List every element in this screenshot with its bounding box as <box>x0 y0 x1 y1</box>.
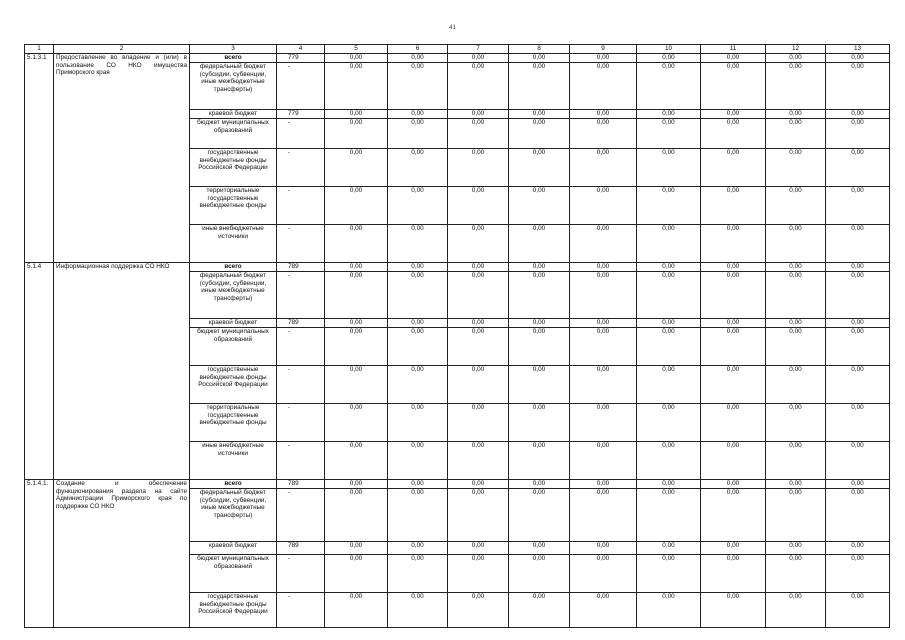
amount-cell: 0,00 <box>826 404 890 442</box>
amount-cell: 0,00 <box>325 225 388 263</box>
amount-cell: 0,00 <box>701 110 766 119</box>
amount-cell: 0,00 <box>388 489 448 542</box>
column-4-value: - <box>277 63 325 110</box>
amount-cell: 0,00 <box>701 366 766 404</box>
table-row-total <box>25 480 890 489</box>
column-4-value: 789 <box>277 542 325 555</box>
amount-cell: 0,00 <box>637 110 701 119</box>
amount-cell: 0,00 <box>766 555 826 593</box>
amount-cell: 0,00 <box>448 119 509 149</box>
amount-cell: 0,00 <box>570 328 637 366</box>
amount-cell: 0,00 <box>325 63 388 110</box>
amount-cell: 0,00 <box>766 187 826 225</box>
amount-cell: 0,00 <box>766 480 826 489</box>
amount-cell: 0,00 <box>509 555 570 593</box>
amount-cell: 0,00 <box>509 54 570 63</box>
funding-source: иные внебюджетные источники <box>190 442 277 480</box>
amount-cell: 0,00 <box>388 442 448 480</box>
column-header: 6 <box>388 45 448 54</box>
amount-cell: 0,00 <box>701 149 766 187</box>
amount-cell: 0,00 <box>325 404 388 442</box>
amount-cell: 0,00 <box>766 225 826 263</box>
amount-cell: 0,00 <box>826 187 890 225</box>
amount-cell: 0,00 <box>509 110 570 119</box>
budget-table <box>24 44 890 628</box>
column-4-value: 789 <box>277 480 325 489</box>
amount-cell: 0,00 <box>826 225 890 263</box>
amount-cell: 0,00 <box>701 404 766 442</box>
amount-cell: 0,00 <box>388 328 448 366</box>
amount-cell: 0,00 <box>325 110 388 119</box>
amount-cell: 0,00 <box>325 149 388 187</box>
amount-cell: 0,00 <box>826 272 890 319</box>
amount-cell: 0,00 <box>388 110 448 119</box>
amount-cell: 0,00 <box>509 319 570 328</box>
column-4-value: - <box>277 442 325 480</box>
amount-cell: 0,00 <box>325 328 388 366</box>
amount-cell: 0,00 <box>826 480 890 489</box>
amount-cell: 0,00 <box>448 555 509 593</box>
amount-cell: 0,00 <box>388 225 448 263</box>
amount-cell: 0,00 <box>826 54 890 63</box>
funding-source: иные внебюджетные источники <box>190 225 277 263</box>
amount-cell: 0,00 <box>570 110 637 119</box>
funding-source: краевой бюджет <box>190 542 277 555</box>
amount-cell: 0,00 <box>448 225 509 263</box>
amount-cell: 0,00 <box>509 366 570 404</box>
column-4-value: 779 <box>277 110 325 119</box>
column-header: 1 <box>25 45 54 54</box>
amount-cell: 0,00 <box>325 54 388 63</box>
amount-cell: 0,00 <box>448 442 509 480</box>
amount-cell: 0,00 <box>826 366 890 404</box>
amount-cell: 0,00 <box>826 328 890 366</box>
amount-cell: 0,00 <box>509 187 570 225</box>
column-4-value: - <box>277 366 325 404</box>
funding-source: территориальные государственные внебюджетные фонды <box>190 404 277 442</box>
column-4-value: 779 <box>277 54 325 63</box>
amount-cell: 0,00 <box>448 328 509 366</box>
column-header: 7 <box>448 45 509 54</box>
amount-cell: 0,00 <box>388 187 448 225</box>
amount-cell: 0,00 <box>766 63 826 110</box>
amount-cell: 0,00 <box>637 593 701 628</box>
amount-cell: 0,00 <box>766 319 826 328</box>
amount-cell: 0,00 <box>325 272 388 319</box>
column-4-value: - <box>277 119 325 149</box>
funding-source: бюджет муниципальных образований <box>190 328 277 366</box>
amount-cell: 0,00 <box>570 489 637 542</box>
page-number: 41 <box>449 25 456 31</box>
amount-cell: 0,00 <box>388 593 448 628</box>
column-4-value: - <box>277 593 325 628</box>
amount-cell: 0,00 <box>570 593 637 628</box>
column-header: 12 <box>766 45 826 54</box>
amount-cell: 0,00 <box>826 119 890 149</box>
amount-cell: 0,00 <box>448 489 509 542</box>
amount-cell: 0,00 <box>570 149 637 187</box>
amount-cell: 0,00 <box>448 54 509 63</box>
column-4-value: - <box>277 404 325 442</box>
amount-cell: 0,00 <box>448 272 509 319</box>
funding-source: всего <box>190 263 277 272</box>
amount-cell: 0,00 <box>388 404 448 442</box>
item-code: 5.1.4 <box>25 263 54 480</box>
amount-cell: 0,00 <box>570 263 637 272</box>
funding-source: государственные внебюджетные фонды Российской Федерации <box>190 593 277 628</box>
column-header: 13 <box>826 45 890 54</box>
amount-cell: 0,00 <box>766 328 826 366</box>
amount-cell: 0,00 <box>766 54 826 63</box>
amount-cell: 0,00 <box>325 542 388 555</box>
amount-cell: 0,00 <box>388 63 448 110</box>
amount-cell: 0,00 <box>448 366 509 404</box>
funding-source: государственные внебюджетные фонды Российской Федерации <box>190 149 277 187</box>
amount-cell: 0,00 <box>701 63 766 110</box>
amount-cell: 0,00 <box>509 593 570 628</box>
amount-cell: 0,00 <box>570 119 637 149</box>
amount-cell: 0,00 <box>701 555 766 593</box>
amount-cell: 0,00 <box>325 366 388 404</box>
item-name: Информационная поддержка СО НКО <box>54 263 190 480</box>
funding-source: бюджет муниципальных образований <box>190 119 277 149</box>
item-name: Предоставление во владение и (или) в пользование СО НКО имущества Приморского края <box>54 54 190 263</box>
amount-cell: 0,00 <box>701 187 766 225</box>
funding-source: федеральный бюджет (субсидии, субвенции, иные межбюджетные трансферты) <box>190 63 277 110</box>
amount-cell: 0,00 <box>325 119 388 149</box>
item-name: Создание и обеспечение функционирования раздела на сайте Администрации Приморского края по поддержке СО НКО <box>54 480 190 628</box>
funding-source: государственные внебюджетные фонды Российской Федерации <box>190 366 277 404</box>
amount-cell: 0,00 <box>509 63 570 110</box>
amount-cell: 0,00 <box>448 187 509 225</box>
amount-cell: 0,00 <box>325 480 388 489</box>
column-4-value: - <box>277 555 325 593</box>
amount-cell: 0,00 <box>826 110 890 119</box>
column-header: 8 <box>509 45 570 54</box>
amount-cell: 0,00 <box>570 272 637 319</box>
amount-cell: 0,00 <box>325 319 388 328</box>
amount-cell: 0,00 <box>325 489 388 542</box>
column-4-value: - <box>277 225 325 263</box>
amount-cell: 0,00 <box>701 272 766 319</box>
amount-cell: 0,00 <box>701 119 766 149</box>
amount-cell: 0,00 <box>637 442 701 480</box>
amount-cell: 0,00 <box>637 63 701 110</box>
amount-cell: 0,00 <box>766 110 826 119</box>
amount-cell: 0,00 <box>826 63 890 110</box>
amount-cell: 0,00 <box>701 480 766 489</box>
item-code: 5.1.4.1. <box>25 480 54 628</box>
amount-cell: 0,00 <box>509 272 570 319</box>
amount-cell: 0,00 <box>448 542 509 555</box>
column-header: 9 <box>570 45 637 54</box>
amount-cell: 0,00 <box>448 480 509 489</box>
amount-cell: 0,00 <box>448 319 509 328</box>
amount-cell: 0,00 <box>570 319 637 328</box>
table-row-total <box>25 263 890 272</box>
amount-cell: 0,00 <box>766 404 826 442</box>
amount-cell: 0,00 <box>388 272 448 319</box>
amount-cell: 0,00 <box>826 319 890 328</box>
amount-cell: 0,00 <box>637 187 701 225</box>
amount-cell: 0,00 <box>448 263 509 272</box>
column-4-value: - <box>277 149 325 187</box>
amount-cell: 0,00 <box>448 110 509 119</box>
column-4-value: - <box>277 489 325 542</box>
amount-cell: 0,00 <box>388 480 448 489</box>
amount-cell: 0,00 <box>701 442 766 480</box>
amount-cell: 0,00 <box>826 149 890 187</box>
amount-cell: 0,00 <box>826 555 890 593</box>
amount-cell: 0,00 <box>637 272 701 319</box>
amount-cell: 0,00 <box>637 404 701 442</box>
amount-cell: 0,00 <box>701 489 766 542</box>
amount-cell: 0,00 <box>325 187 388 225</box>
column-header: 2 <box>54 45 190 54</box>
amount-cell: 0,00 <box>766 489 826 542</box>
amount-cell: 0,00 <box>637 542 701 555</box>
funding-source: краевой бюджет <box>190 319 277 328</box>
amount-cell: 0,00 <box>637 149 701 187</box>
funding-source: территориальные государственные внебюджетные фонды <box>190 187 277 225</box>
amount-cell: 0,00 <box>637 319 701 328</box>
amount-cell: 0,00 <box>388 119 448 149</box>
column-header: 11 <box>701 45 766 54</box>
amount-cell: 0,00 <box>766 263 826 272</box>
amount-cell: 0,00 <box>701 593 766 628</box>
amount-cell: 0,00 <box>388 555 448 593</box>
amount-cell: 0,00 <box>570 187 637 225</box>
amount-cell: 0,00 <box>509 404 570 442</box>
amount-cell: 0,00 <box>701 54 766 63</box>
amount-cell: 0,00 <box>448 63 509 110</box>
amount-cell: 0,00 <box>388 263 448 272</box>
amount-cell: 0,00 <box>766 149 826 187</box>
amount-cell: 0,00 <box>637 366 701 404</box>
amount-cell: 0,00 <box>637 328 701 366</box>
amount-cell: 0,00 <box>325 555 388 593</box>
amount-cell: 0,00 <box>509 480 570 489</box>
amount-cell: 0,00 <box>388 54 448 63</box>
amount-cell: 0,00 <box>766 119 826 149</box>
column-4-value: - <box>277 187 325 225</box>
header-row <box>25 45 890 54</box>
funding-source: федеральный бюджет (субсидии, субвенции, иные межбюджетные трансферты) <box>190 272 277 319</box>
amount-cell: 0,00 <box>448 149 509 187</box>
amount-cell: 0,00 <box>388 366 448 404</box>
column-header: 4 <box>277 45 325 54</box>
amount-cell: 0,00 <box>637 54 701 63</box>
column-4-value: - <box>277 328 325 366</box>
amount-cell: 0,00 <box>448 593 509 628</box>
amount-cell: 0,00 <box>766 272 826 319</box>
amount-cell: 0,00 <box>388 149 448 187</box>
item-code: 5.1.3.1 <box>25 54 54 263</box>
amount-cell: 0,00 <box>701 263 766 272</box>
amount-cell: 0,00 <box>766 442 826 480</box>
amount-cell: 0,00 <box>701 319 766 328</box>
amount-cell: 0,00 <box>826 593 890 628</box>
amount-cell: 0,00 <box>701 542 766 555</box>
column-header: 10 <box>637 45 701 54</box>
amount-cell: 0,00 <box>448 404 509 442</box>
amount-cell: 0,00 <box>509 442 570 480</box>
column-4-value: 789 <box>277 263 325 272</box>
amount-cell: 0,00 <box>766 366 826 404</box>
funding-source: всего <box>190 480 277 489</box>
amount-cell: 0,00 <box>509 119 570 149</box>
amount-cell: 0,00 <box>826 263 890 272</box>
amount-cell: 0,00 <box>766 593 826 628</box>
amount-cell: 0,00 <box>570 54 637 63</box>
amount-cell: 0,00 <box>826 442 890 480</box>
amount-cell: 0,00 <box>388 319 448 328</box>
funding-source: федеральный бюджет (субсидии, субвенции, иные межбюджетные трансферты) <box>190 489 277 542</box>
amount-cell: 0,00 <box>766 542 826 555</box>
amount-cell: 0,00 <box>826 489 890 542</box>
amount-cell: 0,00 <box>325 593 388 628</box>
table-row-total <box>25 54 890 63</box>
amount-cell: 0,00 <box>325 263 388 272</box>
amount-cell: 0,00 <box>388 542 448 555</box>
funding-source: всего <box>190 54 277 63</box>
amount-cell: 0,00 <box>570 542 637 555</box>
amount-cell: 0,00 <box>637 555 701 593</box>
amount-cell: 0,00 <box>637 489 701 542</box>
amount-cell: 0,00 <box>509 225 570 263</box>
amount-cell: 0,00 <box>509 489 570 542</box>
amount-cell: 0,00 <box>570 225 637 263</box>
amount-cell: 0,00 <box>509 263 570 272</box>
amount-cell: 0,00 <box>701 328 766 366</box>
amount-cell: 0,00 <box>325 442 388 480</box>
funding-source: бюджет муниципальных образований <box>190 555 277 593</box>
amount-cell: 0,00 <box>826 542 890 555</box>
amount-cell: 0,00 <box>637 119 701 149</box>
amount-cell: 0,00 <box>637 480 701 489</box>
column-4-value: - <box>277 272 325 319</box>
column-4-value: 789 <box>277 319 325 328</box>
amount-cell: 0,00 <box>637 225 701 263</box>
amount-cell: 0,00 <box>637 263 701 272</box>
amount-cell: 0,00 <box>570 480 637 489</box>
amount-cell: 0,00 <box>509 149 570 187</box>
amount-cell: 0,00 <box>570 366 637 404</box>
amount-cell: 0,00 <box>570 442 637 480</box>
amount-cell: 0,00 <box>570 555 637 593</box>
amount-cell: 0,00 <box>570 63 637 110</box>
funding-source: краевой бюджет <box>190 110 277 119</box>
amount-cell: 0,00 <box>509 542 570 555</box>
amount-cell: 0,00 <box>509 328 570 366</box>
amount-cell: 0,00 <box>701 225 766 263</box>
amount-cell: 0,00 <box>570 404 637 442</box>
column-header: 3 <box>190 45 277 54</box>
column-header: 5 <box>325 45 388 54</box>
